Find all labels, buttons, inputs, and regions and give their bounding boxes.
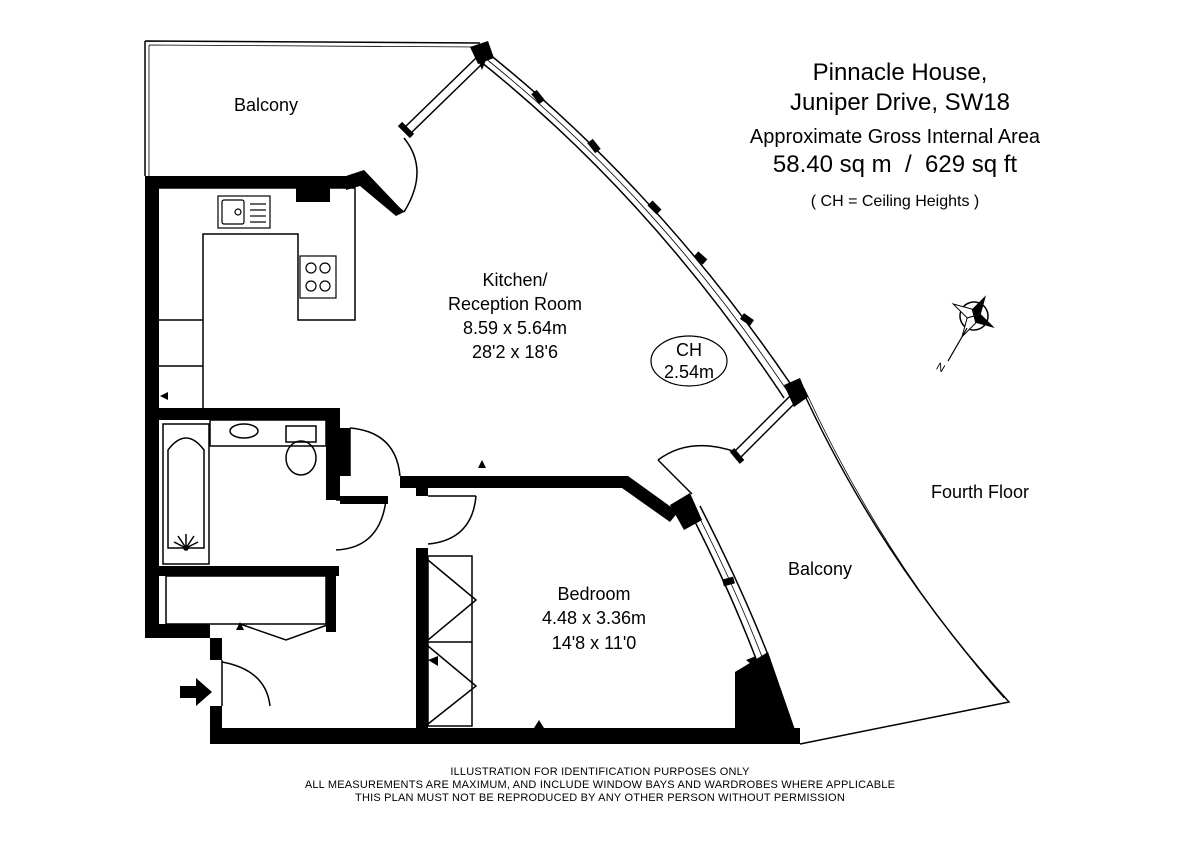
property-name: Pinnacle House, — [812, 59, 988, 86]
area-caption: Approximate Gross Internal Area — [749, 126, 1041, 148]
floor-label: Fourth Floor — [930, 482, 1030, 502]
balcony-right-label: Balcony — [787, 559, 853, 579]
sink-icon — [218, 196, 270, 228]
door-balcony-top — [362, 138, 417, 212]
compass-north-label: N — [933, 360, 947, 376]
balcony-top-label: Balcony — [233, 95, 299, 115]
window-balcony-right — [732, 396, 796, 462]
window-balcony-top — [400, 58, 482, 136]
bedroom-wardrobes — [428, 556, 476, 726]
balcony-right-railing — [804, 388, 1004, 698]
door-kitchen — [350, 428, 400, 476]
door-bathroom — [336, 500, 386, 550]
property-street: Juniper Drive, SW18 — [789, 89, 1011, 116]
footer-line-3: THIS PLAN MUST NOT BE REPRODUCED BY ANY OTHER PERSON WITHOUT PERMISSION — [355, 792, 845, 804]
door-bedroom — [428, 496, 476, 544]
entrance-arrow-icon — [180, 678, 212, 706]
bathtub-icon — [163, 424, 209, 564]
door-entrance — [222, 660, 270, 706]
footer-line-2: ALL MEASUREMENTS ARE MAXIMUM, AND INCLUDE WINDOW BAYS AND WARDROBES WHERE APPLICABLE — [304, 779, 896, 791]
footer-line-1: ILLUSTRATION FOR IDENTIFICATION PURPOSES ONLY — [450, 766, 750, 778]
bedroom-label: Bedroom — [557, 584, 631, 604]
toilet-icon — [286, 426, 316, 475]
kitchen-label-line2: Reception Room — [447, 294, 583, 314]
kitchen-dimensions-imperial: 28'2 x 18'6 — [472, 342, 558, 362]
hob-icon — [300, 256, 336, 298]
kitchen-dimensions-metric: 8.59 x 5.64m — [462, 318, 568, 338]
bedroom-dimensions-imperial: 14'8 x 11'0 — [551, 633, 637, 653]
door-balcony-right — [658, 446, 736, 494]
ceiling-height-badge-label: CH — [676, 340, 702, 360]
kitchen-label-line1: Kitchen/ — [482, 270, 548, 290]
hall-cupboard-doors — [240, 624, 330, 640]
ceiling-height-note: ( CH = Ceiling Heights ) — [810, 193, 980, 210]
area-value: 58.40 sq m / 629 sq ft — [772, 151, 1018, 178]
ceiling-height-badge-value: 2.54m — [663, 362, 715, 382]
interior-walls — [159, 408, 678, 744]
bedroom-dimensions-metric: 4.48 x 3.36m — [541, 608, 647, 628]
